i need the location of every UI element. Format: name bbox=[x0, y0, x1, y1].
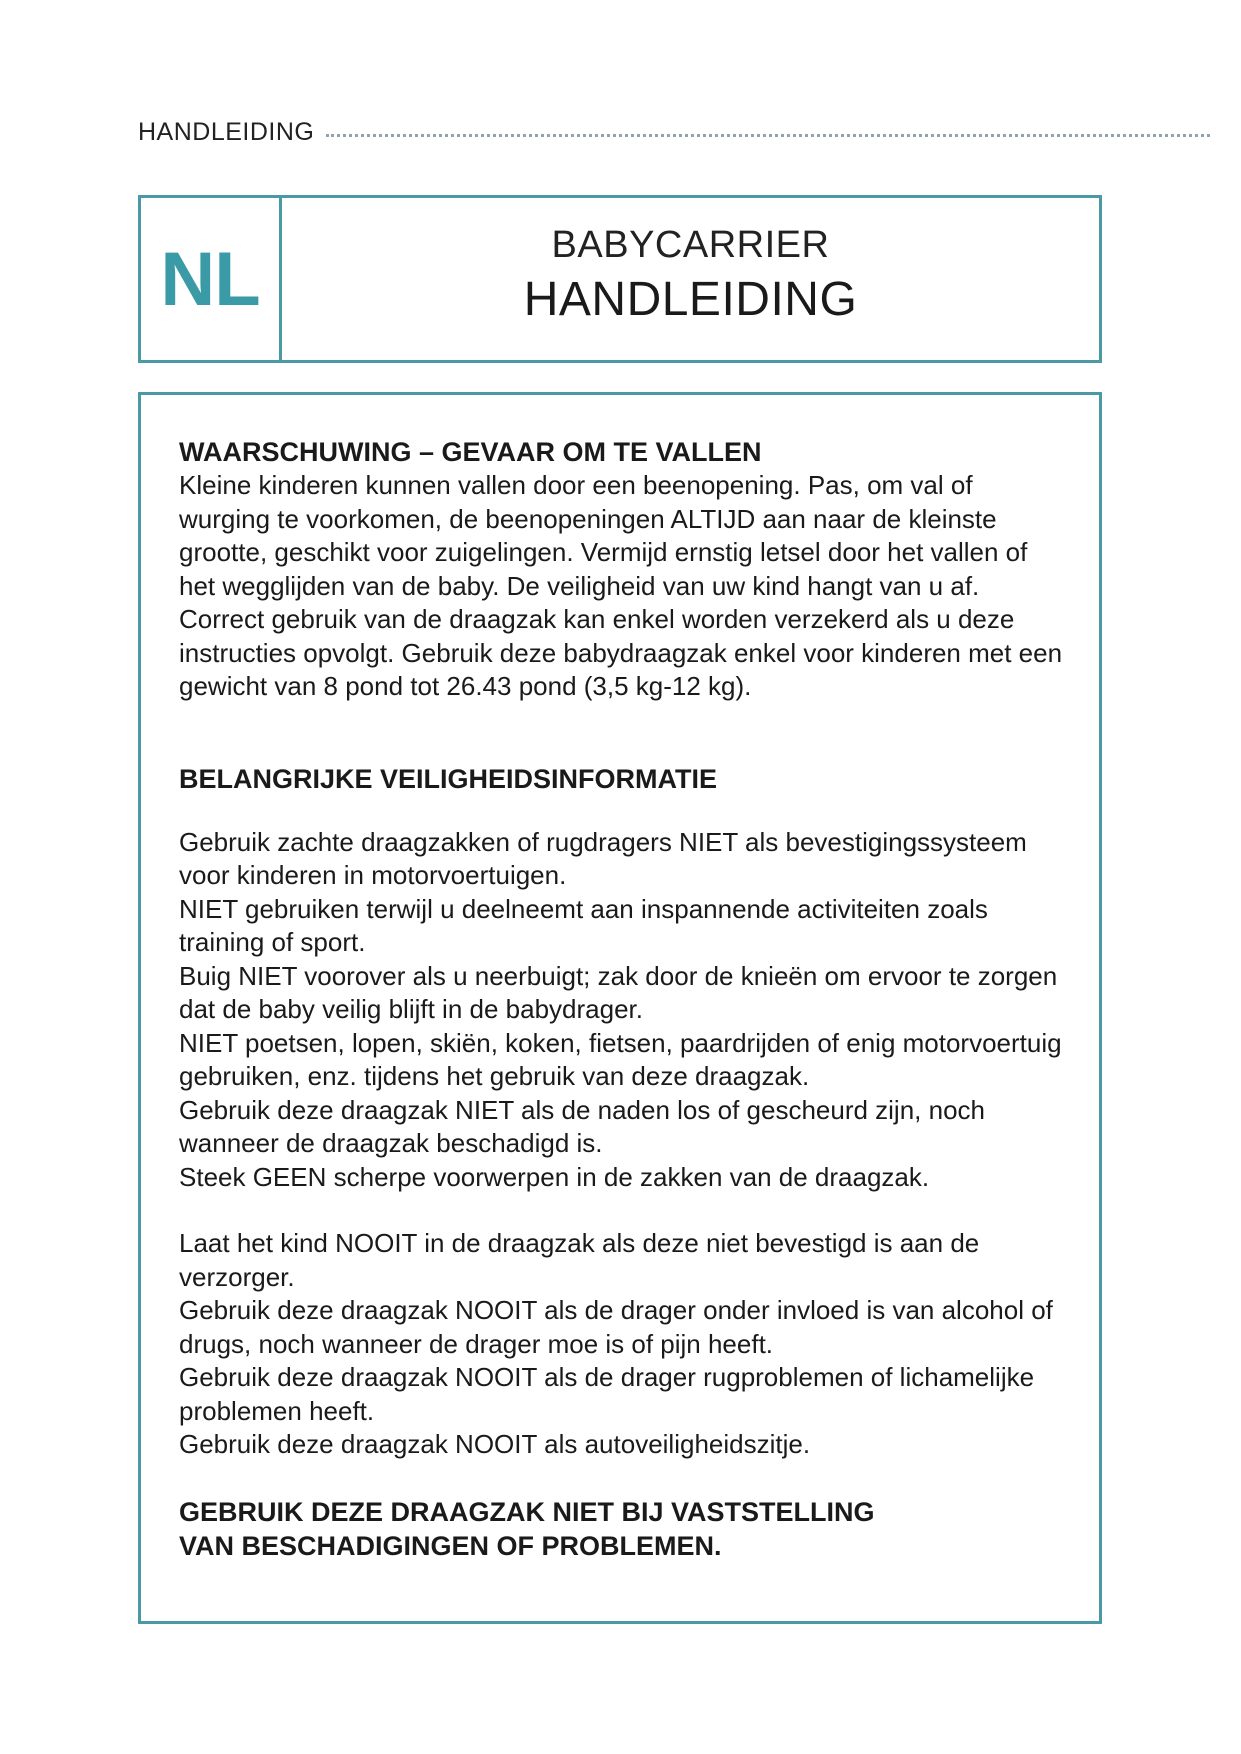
safety-item: Gebruik deze draagzak NOOIT als de drager rugproblemen of lichamelijke problemen heeft. bbox=[179, 1362, 1035, 1426]
safety-heading: BELANGRIJKE VEILIGHEIDSINFORMATIE bbox=[179, 763, 718, 794]
language-code: NL bbox=[160, 236, 260, 322]
safety-item: NIET gebruiken terwijl u deelneemt aan inspannende activiteiten zoals training of sport. bbox=[179, 893, 988, 957]
safety-item: NIET poetsen, lopen, skiën, koken, fietsen, paardrijden of enig motorvoertuig gebruiken, enz. tijdens het gebruik van deze draagzak. bbox=[179, 1027, 1062, 1091]
spacer bbox=[179, 1462, 1069, 1495]
warning-text: Kleine kinderen kunnen vallen door een beenopening. Pas, om val of wurging te voorkomen, de beenopeningen ALTIJD aan naar de kleinste grootte, geschikt voor zuigelingen. Vermijd ernstig letsel door het vallen of het wegglijden van de baby. De veiligheid van uw kind hangt van u af. Correct gebruik van de draagzak kan enkel worden verzekerd als u deze instructies opvolgt. Gebruik deze babydraagzak enkel voor kinderen met een gewicht van 8 pond tot 26.43 pond (3,5 kg-12 kg). bbox=[179, 470, 1063, 701]
safety-item: Gebruik zachte draagzakken of rugdragers NIET als bevestigingssysteem voor kinderen in motorvoertuigen. bbox=[179, 826, 1027, 890]
document-title: HANDLEIDING bbox=[523, 273, 858, 326]
warning-heading: WAARSCHUWING – GEVAAR OM TE VALLEN bbox=[179, 437, 762, 467]
safety-item: Laat het kind NOOIT in de draagzak als deze niet bevestigd is aan de verzorger. bbox=[179, 1228, 980, 1292]
safety-item: Gebruik deze draagzak NIET als de naden los of gescheurd zijn, noch wanneer de draagzak beschadigd is. bbox=[179, 1094, 985, 1158]
safety-item: Gebruik deze draagzak NOOIT als de drager onder invloed is van alcohol of drugs, noch wanneer de drager moe is of pijn heeft. bbox=[179, 1295, 1053, 1359]
page-header bbox=[138, 114, 1210, 150]
product-name: BABYCARRIER bbox=[551, 224, 830, 266]
spacer bbox=[179, 796, 1069, 826]
title-box bbox=[138, 195, 1102, 363]
header-dotted-rule bbox=[326, 134, 1210, 137]
closing-warning-line-1: GEBRUIK DEZE DRAAGZAK NIET BIJ VASTSTELLING bbox=[179, 1496, 875, 1527]
spacer bbox=[179, 704, 1069, 762]
header-label: HANDLEIDING bbox=[138, 117, 315, 146]
closing-warning-line-2: VAN BESCHADIGINGEN OF PROBLEMEN. bbox=[179, 1530, 722, 1561]
safety-item: Gebruik deze draagzak NOOIT als autoveiligheidszitje. bbox=[179, 1429, 811, 1459]
safety-item: Steek GEEN scherpe voorwerpen in de zakken van de draagzak. bbox=[179, 1161, 930, 1192]
content-box bbox=[138, 392, 1102, 1624]
language-cell bbox=[141, 198, 282, 360]
safety-item: Buig NIET voorover als u neerbuigt; zak door de knieën om ervoor te zorgen dat de baby veilig blijft in de babydrager. bbox=[179, 960, 1058, 1024]
title-cell bbox=[282, 198, 1099, 360]
spacer bbox=[179, 1194, 1069, 1227]
